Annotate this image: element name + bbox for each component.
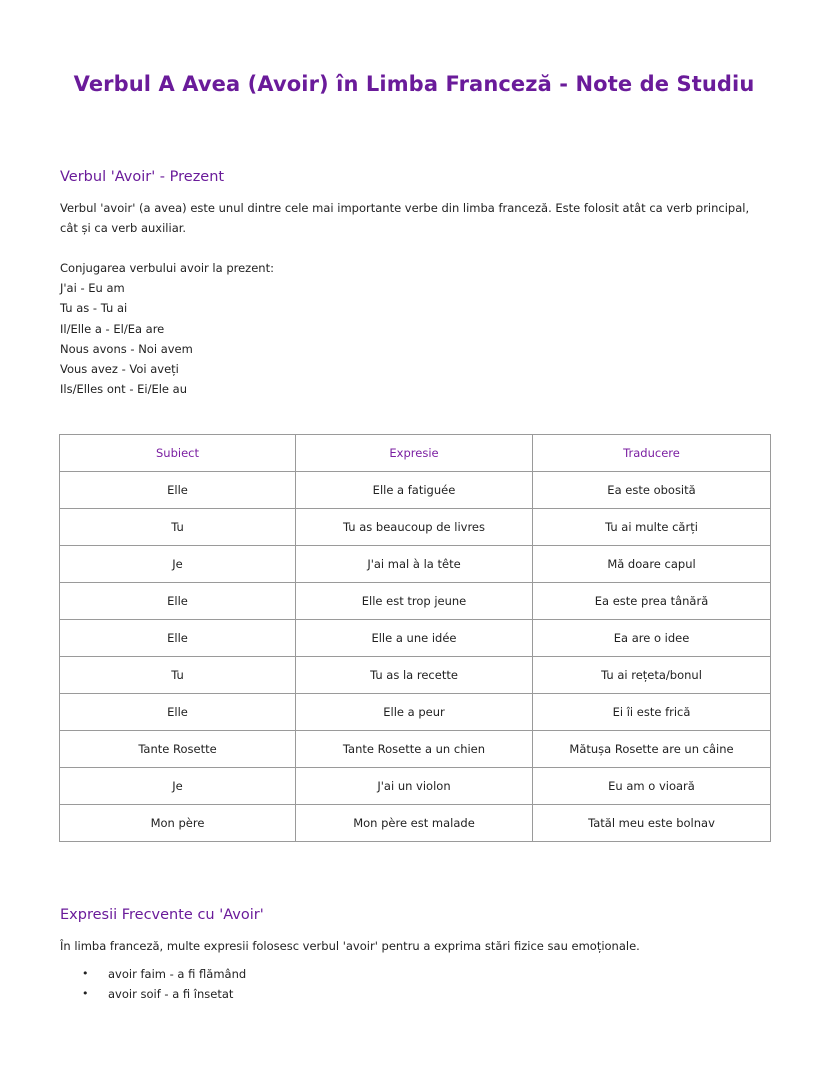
cell-translation: Ea este obosită bbox=[533, 472, 771, 509]
list-item-text: avoir soif - a fi însetat bbox=[108, 987, 234, 1001]
cell-expression: Elle est trop jeune bbox=[296, 583, 533, 620]
list-item bbox=[80, 964, 246, 984]
cell-expression: Mon père est malade bbox=[296, 805, 533, 842]
bullet-icon: • bbox=[82, 967, 89, 980]
header-translation: Traducere bbox=[533, 435, 771, 472]
page-title: Verbul A Avea (Avoir) în Limba Franceză - Note de Studiu bbox=[73, 72, 755, 96]
conjugation-item: Vous avez - Voi aveți bbox=[60, 362, 179, 377]
cell-subject: Mon père bbox=[60, 805, 296, 842]
conjugation-item: Tu as - Tu ai bbox=[60, 301, 128, 316]
cell-translation: Tu ai rețeta/bonul bbox=[533, 657, 771, 694]
header-expression: Expresie bbox=[296, 435, 533, 472]
cell-subject: Elle bbox=[60, 694, 296, 731]
cell-subject: Elle bbox=[60, 620, 296, 657]
cell-translation: Tu ai multe cărți bbox=[533, 509, 771, 546]
cell-translation: Mătușa Rosette are un câine bbox=[533, 731, 771, 768]
intro-paragraph: Verbul 'avoir' (a avea) este unul dintre cele mai importante verbe din limba franceză. Este folosit atât ca verb principal, cât și ca verb auxiliar. bbox=[60, 201, 750, 235]
table-row bbox=[60, 694, 771, 731]
cell-expression: Elle a une idée bbox=[296, 620, 533, 657]
conjugation-title: Conjugarea verbului avoir la prezent: bbox=[60, 261, 274, 275]
cell-subject: Elle bbox=[60, 583, 296, 620]
table-row bbox=[60, 472, 771, 509]
cell-expression: Tante Rosette a un chien bbox=[296, 731, 533, 768]
table-row bbox=[60, 546, 771, 583]
conjugation-item: Ils/Elles ont - Ei/Ele au bbox=[60, 382, 187, 397]
table-row bbox=[60, 731, 771, 768]
cell-translation: Tatăl meu este bolnav bbox=[533, 805, 771, 842]
cell-translation: Ea este prea tânără bbox=[533, 583, 771, 620]
bullet-icon: • bbox=[82, 987, 89, 1000]
table-row bbox=[60, 509, 771, 546]
cell-subject: Tante Rosette bbox=[60, 731, 296, 768]
expressions-table bbox=[59, 434, 771, 842]
expressions-list bbox=[80, 964, 246, 1004]
table-row bbox=[60, 583, 771, 620]
table-row bbox=[60, 620, 771, 657]
cell-subject: Tu bbox=[60, 657, 296, 694]
table-row bbox=[60, 805, 771, 842]
table-body bbox=[60, 472, 771, 842]
section-heading-present: Verbul 'Avoir' - Prezent bbox=[60, 169, 225, 185]
list-item-text: avoir faim - a fi flămând bbox=[108, 967, 247, 981]
list-item bbox=[80, 984, 246, 1004]
conjugation-item: Il/Elle a - El/Ea are bbox=[60, 321, 165, 336]
table-row bbox=[60, 768, 771, 805]
cell-expression: Elle a peur bbox=[296, 694, 533, 731]
table-row bbox=[60, 657, 771, 694]
conjugation-block bbox=[60, 258, 274, 399]
expressions-paragraph: În limba franceză, multe expresii folosesc verbul 'avoir' pentru a exprima stări fizice sau emoționale. bbox=[60, 939, 640, 953]
cell-expression: J'ai un violon bbox=[296, 768, 533, 805]
section-heading-expressions: Expresii Frecvente cu 'Avoir' bbox=[60, 907, 264, 923]
cell-subject: Tu bbox=[60, 509, 296, 546]
table-header-row bbox=[60, 435, 771, 472]
cell-expression: Tu as beaucoup de livres bbox=[296, 509, 533, 546]
cell-translation: Mă doare capul bbox=[533, 546, 771, 583]
cell-expression: Tu as la recette bbox=[296, 657, 533, 694]
cell-expression: J'ai mal à la tête bbox=[296, 546, 533, 583]
cell-translation: Ei îi este frică bbox=[533, 694, 771, 731]
conjugation-list bbox=[60, 278, 274, 399]
cell-subject: Je bbox=[60, 546, 296, 583]
cell-subject: Je bbox=[60, 768, 296, 805]
cell-subject: Elle bbox=[60, 472, 296, 509]
cell-expression: Elle a fatiguée bbox=[296, 472, 533, 509]
conjugation-item: J'ai - Eu am bbox=[60, 281, 125, 296]
cell-translation: Eu am o vioară bbox=[533, 768, 771, 805]
cell-translation: Ea are o idee bbox=[533, 620, 771, 657]
conjugation-item: Nous avons - Noi avem bbox=[60, 341, 193, 356]
header-subject: Subiect bbox=[60, 435, 296, 472]
